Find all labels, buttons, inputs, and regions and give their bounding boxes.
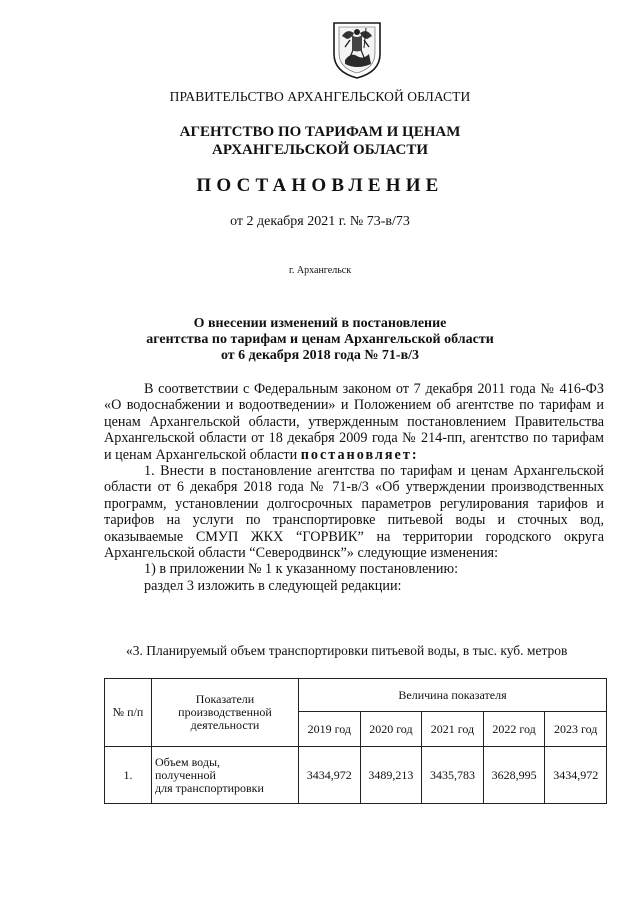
row-value: 3434,972 [545,747,607,804]
agency-name [0,123,640,159]
table-header-row [105,679,607,712]
header-indicator-line1: Показатели [195,692,255,706]
row-value: 3628,995 [483,747,545,804]
header-indicator-line3: деятельности [190,718,260,732]
preamble-text: В соответствии с Федеральным законом от 7 декабря 2011 года № 416-ФЗ «О водоснабжении и водоотведении» и Положением об агентстве по тарифам и ценам Архангельской области, утвержденным постановлением Правительства Архангельской области от 18 декабря 2009 года № 214-пп, агентство по тарифам и ценам Архангельской области [104,381,604,463]
subject-line2: агентства по тарифам и ценам Архангельской области [146,332,494,347]
row-value: 3435,783 [422,747,484,804]
document-date-number: от 2 декабря 2021 г. № 73-в/73 [230,214,410,229]
document-body [104,381,604,594]
year-header: 2021 год [422,712,484,747]
subpoint-paragraph: 1) в приложении № 1 к указанному постановлению: [144,561,459,578]
header-indicator-line2: производственной [178,705,272,719]
row-value: 3489,213 [360,747,422,804]
row-num: 1. [105,747,152,804]
section-caption: «3. Планируемый объем транспортировки питьевой воды, в тыс. куб. метров [126,643,568,658]
arkhangelsk-coat-of-arms-icon [331,20,383,80]
year-header: 2023 год [545,712,607,747]
resolves-word: постановляет: [300,446,419,463]
row-indicator [152,747,299,804]
header-indicator [152,679,299,747]
volume-table [104,678,607,804]
row-indicator-line2: полученной [155,767,216,782]
document-subject [0,316,640,364]
header-num: № п/п [105,679,152,747]
government-name: ПРАВИТЕЛЬСТВО АРХАНГЕЛЬСКОЙ ОБЛАСТИ [169,89,471,104]
preamble-paragraph [104,381,604,463]
year-header: 2022 год [483,712,545,747]
table-row [105,747,607,804]
agency-name-line1: АГЕНТСТВО ПО ТАРИФАМ И ЦЕНАМ [179,124,461,140]
header-value: Величина показателя [299,679,607,712]
subject-line1: О внесении изменений в постановление [193,316,447,331]
point-1-paragraph: 1. Внести в постановление агентства по тарифам и ценам Архангельской области от 6 декабря 2018 года № 71-в/3 «Об утверждении производственных программ, установлении долгосрочных параметров регулирования тарифов и тарифов на услуги по транспортировке питьевой воды и сточных вод, оказываемые СМУП ЖКХ “ГОРВИК” на территории городского округа Архангельской области “Северодвинск”» следующие изменения: [104,463,604,562]
document-city: г. Архангельск [288,265,352,276]
year-header: 2019 год [299,712,361,747]
row-indicator-line3: для транспортировки [155,780,264,795]
row-indicator-line1: Объем воды, [155,754,221,769]
year-header: 2020 год [360,712,422,747]
instruction-paragraph: раздел 3 изложить в следующей редакции: [144,577,402,594]
agency-name-line2: АРХАНГЕЛЬСКОЙ ОБЛАСТИ [212,142,428,158]
subject-line3: от 6 декабря 2018 года № 71-в/3 [220,348,420,363]
row-value: 3434,972 [299,747,361,804]
document-title: ПОСТАНОВЛЕНИЕ [196,175,444,196]
